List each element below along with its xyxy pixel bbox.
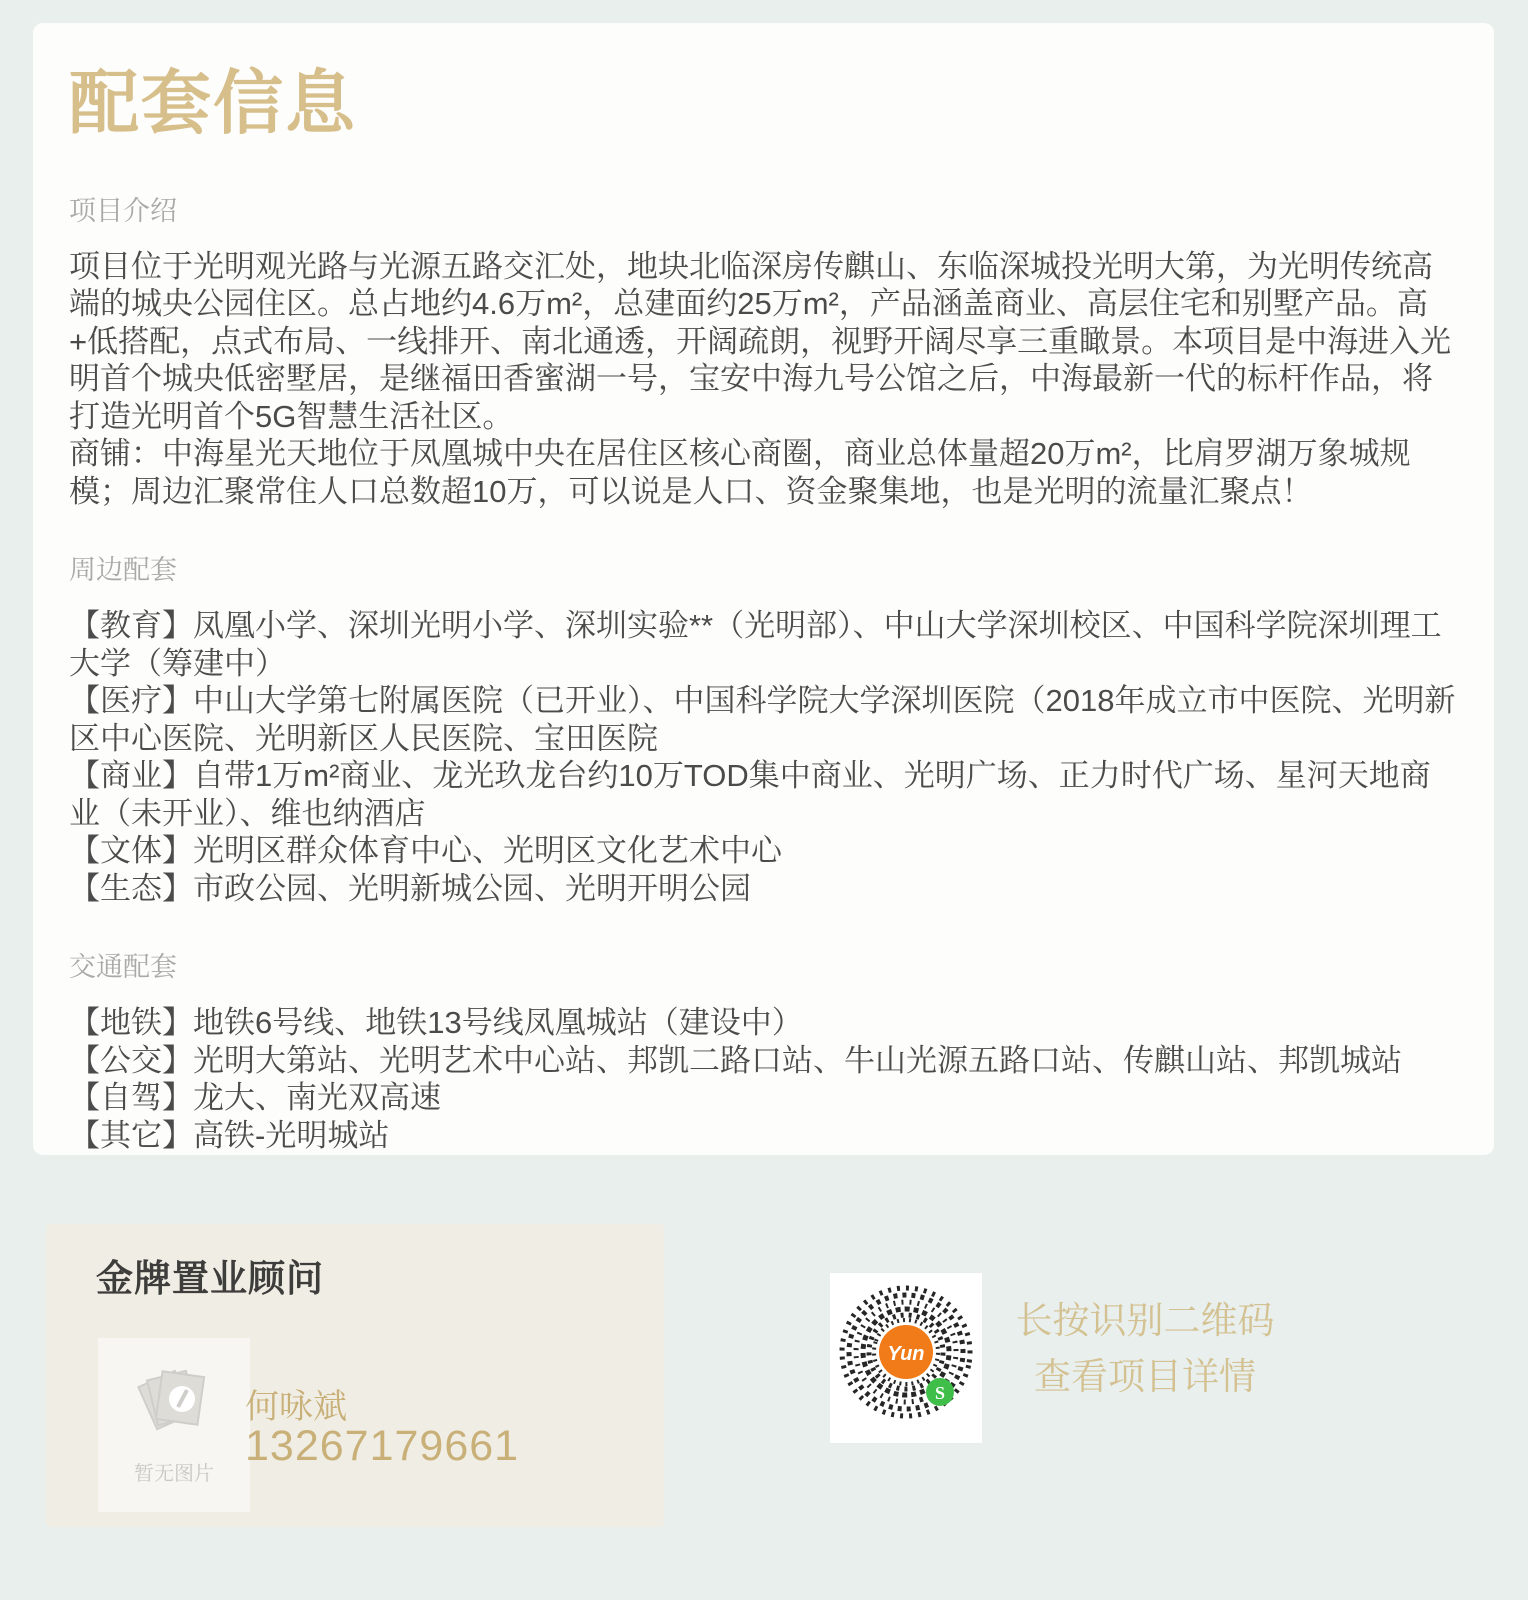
traffic-item-other: 【其它】高铁-光明城站: [69, 1117, 390, 1153]
consultant-name: 何咏斌: [245, 1388, 347, 1426]
nearby-item-medical: 【医疗】中山大学第七附属医院（已开业）、中国科学院大学深圳医院（2018年成立市中医院、光明新区中心医院、光明新区人民医院、宝田医院: [69, 683, 1456, 756]
nearby-item-ecology: 【生态】市政公园、光明新城公园、光明开明公园: [69, 870, 751, 906]
consultant-phone[interactable]: 13267179661: [245, 1422, 520, 1470]
nearby-item-culture: 【文体】光明区群众体育中心、光明区文化艺术中心: [69, 833, 782, 868]
qr-logo-text: Yun: [887, 1343, 925, 1365]
wechat-badge-text: S: [934, 1383, 946, 1403]
qr-code-image: [836, 1282, 976, 1434]
nearby-item-education: 【教育】凤凰小学、深圳光明小学、深圳实验**（光明部）、中山大学深圳校区、中国科学院深圳理工大学（筹建中）: [69, 608, 1442, 681]
consultant-card[interactable]: [46, 1224, 664, 1527]
no-photo-icon: [132, 1365, 216, 1443]
intro-paragraph: 项目位于光明观光路与光源五路交汇处，地块北临深房传麒山、东临深城投光明大第，为光明传统高端的城央公园住区。总占地约4.6万m²，总建面约25万m²，产品涵盖商业、高层住宅和别墅产品。高+低搭配，点式布局、一线排开、南北通透，开阔疏朗，视野开阔尽享三重瞰景。本项目是中海进入光明首个城央低密墅居，是继福田香蜜湖一号，宝安中海九号公馆之后，中海最新一代的标杆作品，将打造光明首个5G智慧生活社区。: [69, 248, 1452, 434]
traffic-item-metro: 【地铁】地铁6号线、地铁13号线凤凰城站（建设中）: [69, 1005, 803, 1040]
consultant-photo-placeholder: [98, 1338, 250, 1512]
nearby-item-commerce: 【商业】自带1万m²商业、龙光玖龙台约10万TOD集中商业、光明广场、正力时代广场、星河天地商业（未开业）、维也纳酒店: [69, 758, 1431, 831]
facilities-info-card: [33, 23, 1494, 1155]
traffic-list: [69, 1004, 1458, 1154]
no-photo-label: 暂无图片: [134, 1462, 214, 1485]
section-label-intro: 项目介绍: [69, 195, 177, 226]
section-label-nearby: 周边配套: [69, 555, 177, 585]
page-title: 配套信息: [69, 64, 357, 142]
qr-caption-line1: 长按识别二维码: [1015, 1300, 1275, 1341]
intro-paragraph: 商铺：中海星光天地位于凤凰城中央在居住区核心商圈，商业总体量超20万m²，比肩罗湖万象城规模；周边汇聚常住人口总数超10万，可以说是人口、资金聚集地，也是光明的流量汇聚点！: [69, 436, 1411, 509]
consultant-card-title: 金牌置业顾问: [96, 1258, 324, 1299]
traffic-item-bus: 【公交】光明大第站、光明艺术中心站、邦凯二路口站、牛山光源五路口站、传麒山站、邦凯城站: [69, 1042, 1402, 1078]
qr-code[interactable]: [830, 1273, 982, 1443]
nearby-list: [69, 607, 1458, 907]
section-label-traffic: 交通配套: [69, 952, 177, 982]
qr-caption-line2: 查看项目详情: [1034, 1356, 1256, 1397]
qr-caption: [1000, 1293, 1290, 1405]
traffic-item-drive: 【自驾】龙大、南光双高速: [69, 1080, 441, 1115]
intro-text: [69, 248, 1458, 511]
